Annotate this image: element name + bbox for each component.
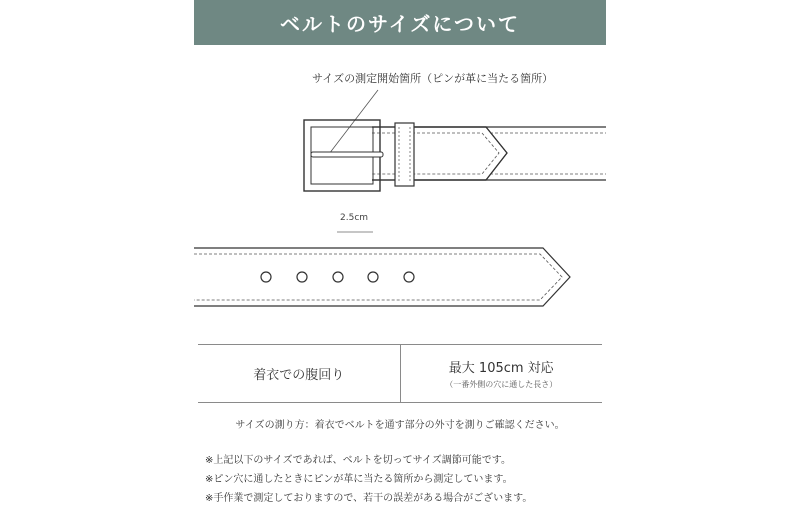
belt-buckle-end — [304, 120, 606, 191]
belt-hole — [368, 272, 378, 282]
size-spec-table — [198, 344, 602, 403]
note-item: ※手作業で測定しておりますので、若干の誤差がある場合がございます。 — [205, 493, 533, 504]
belt-hole — [261, 272, 271, 282]
belt-hole — [404, 272, 414, 282]
dimension-label: 2.5cm — [340, 213, 369, 223]
measurement-start-label: サイズの測定開始箇所（ピンが革に当たる箇所） — [312, 72, 554, 85]
note-item: ※上記以下のサイズであれば、ベルトを切ってサイズ調節可能です。 — [205, 455, 511, 466]
buckle-pin — [311, 152, 383, 157]
waist-label: 着衣での腹回り — [253, 368, 345, 383]
belt-tip-outline — [194, 248, 570, 306]
belt-hole — [333, 272, 343, 282]
spec-left-cell — [198, 345, 400, 402]
notes-list — [205, 451, 532, 508]
note-item: ※ピン穴に通したときにピンが革に当たる箇所から測定しています。 — [205, 474, 513, 485]
page-title: ベルトのサイズについて — [280, 12, 520, 36]
max-size-note: （一番外側の穴に通した長さ） — [445, 380, 558, 389]
max-size-value: 最大 105cm 対応 — [448, 361, 554, 376]
callout-leader-line — [329, 90, 378, 154]
spec-right-cell — [400, 345, 603, 402]
how-to-measure: サイズの測り方：着衣でベルトを通す部分の外寸を測りご確認ください。 — [235, 420, 565, 431]
belt-tip-end — [194, 248, 570, 306]
belt-hole — [297, 272, 307, 282]
belt-keeper — [395, 123, 414, 186]
